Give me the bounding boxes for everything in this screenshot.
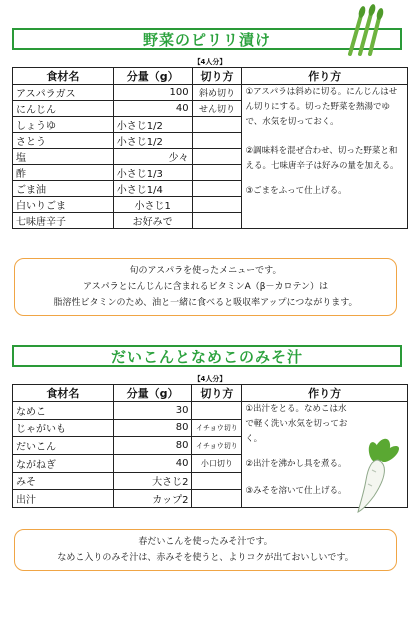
recipe2-serves: 【4人分】 xyxy=(193,375,227,383)
header-ingredient: 食材名 xyxy=(13,68,114,85)
table-row xyxy=(13,402,408,420)
ingredient-name: アスパラガス xyxy=(13,85,114,101)
ingredient-qty: 40 xyxy=(113,454,192,472)
ingredient-cut: 斜め切り xyxy=(192,85,242,101)
recipe1-steps xyxy=(242,85,408,229)
step-1: ①アスパラは斜めに切る。にんじんはせん切りにする。切った野菜を熱湯でゆで、水気を切っておく。 xyxy=(245,87,398,127)
ingredient-cut: せん切り xyxy=(192,101,242,117)
recipe1-table xyxy=(12,67,408,229)
ingredient-qty: 100 xyxy=(113,85,192,101)
recipe2-title: だいこんとなめこのみそ汁 xyxy=(110,347,303,366)
note-line: 脂溶性ビタミンのため、油と一緒に食べると吸収率アップにつながります。 xyxy=(53,298,358,308)
step-3: ③みそを溶いて仕上げる。 xyxy=(245,486,347,496)
ingredient-qty: 小さじ1/3 xyxy=(113,165,192,181)
ingredient-cut xyxy=(192,472,242,490)
daikon-icon xyxy=(352,438,400,514)
note-line: なめこ入りのみそ汁は、赤みそを使うと、よりコクが出ておいしいです。 xyxy=(57,553,354,563)
ingredient-name: ごま油 xyxy=(13,181,114,197)
table-row xyxy=(13,85,408,101)
recipe1-note xyxy=(14,258,397,316)
ingredient-name: 塩 xyxy=(13,149,114,165)
ingredient-name: だいこん xyxy=(13,437,114,455)
ingredient-qty: 30 xyxy=(113,402,192,420)
ingredient-name: にんじん xyxy=(13,101,114,117)
ingredient-cut: 小口切り xyxy=(192,454,242,472)
ingredient-cut xyxy=(192,181,242,197)
note-line: 春だいこんを使ったみそ汁です。 xyxy=(138,537,273,547)
ingredient-qty: 大さじ2 xyxy=(113,472,192,490)
recipe1-title: 野菜のピリリ漬け xyxy=(142,30,271,49)
ingredient-name: みそ xyxy=(13,472,114,490)
ingredient-cut xyxy=(192,149,242,165)
recipe2-title-box xyxy=(12,345,402,367)
ingredient-cut xyxy=(192,165,242,181)
ingredient-qty: 小さじ1/2 xyxy=(113,117,192,133)
step-3: ③ごまをふって仕上げる。 xyxy=(245,186,347,196)
ingredient-name: しょうゆ xyxy=(13,117,114,133)
table-header-row xyxy=(13,385,408,402)
ingredient-qty: お好みで xyxy=(113,213,192,229)
ingredient-name: じゃがいも xyxy=(13,419,114,437)
header-cut: 切り方 xyxy=(192,385,242,402)
ingredient-qty: カップ2 xyxy=(113,490,192,508)
ingredient-qty: 少々 xyxy=(113,149,192,165)
ingredient-cut xyxy=(192,117,242,133)
ingredient-cut xyxy=(192,197,242,213)
ingredient-name: ながねぎ xyxy=(13,454,114,472)
ingredient-name: 出汁 xyxy=(13,490,114,508)
ingredient-name: 七味唐辛子 xyxy=(13,213,114,229)
ingredient-cut: イチョウ切り xyxy=(192,437,242,455)
asparagus-icon xyxy=(342,4,386,56)
ingredient-qty: 小さじ1 xyxy=(113,197,192,213)
ingredient-cut: イチョウ切り xyxy=(192,419,242,437)
ingredient-cut xyxy=(192,490,242,508)
table-header-row xyxy=(13,68,408,85)
header-amount: 分量（g） xyxy=(113,68,192,85)
ingredient-name: さとう xyxy=(13,133,114,149)
ingredient-cut xyxy=(192,133,242,149)
header-ingredient: 食材名 xyxy=(13,385,114,402)
ingredient-qty: 小さじ1/2 xyxy=(113,133,192,149)
recipe2-note xyxy=(14,529,397,571)
header-amount: 分量（g） xyxy=(113,385,192,402)
ingredient-qty: 40 xyxy=(113,101,192,117)
ingredient-name: 酢 xyxy=(13,165,114,181)
header-method: 作り方 xyxy=(242,385,408,402)
step-1: ①出汁をとる。なめこは水で軽く洗い水気を切っておく。 xyxy=(245,404,348,444)
recipe2-table xyxy=(12,384,408,508)
note-line: アスパラとにんじんに含まれるビタミンA（β－カロテン）は xyxy=(82,282,329,292)
ingredient-name: 白いりごま xyxy=(13,197,114,213)
ingredient-cut xyxy=(192,213,242,229)
header-method: 作り方 xyxy=(242,68,408,85)
note-line: 旬のアスパラを使ったメニューです。 xyxy=(129,266,282,276)
recipe1-serves: 【4人分】 xyxy=(193,58,227,66)
step-2: ②調味料を混ぜ合わせ、切った野菜と和える。七味唐辛子は好みの量を加える。 xyxy=(245,146,399,171)
ingredient-name: なめこ xyxy=(13,402,114,420)
ingredient-cut xyxy=(192,402,242,420)
ingredient-qty: 80 xyxy=(113,437,192,455)
ingredient-qty: 小さじ1/4 xyxy=(113,181,192,197)
header-cut: 切り方 xyxy=(192,68,242,85)
step-2: ②出汁を沸かし具を煮る。 xyxy=(245,459,347,469)
ingredient-qty: 80 xyxy=(113,419,192,437)
